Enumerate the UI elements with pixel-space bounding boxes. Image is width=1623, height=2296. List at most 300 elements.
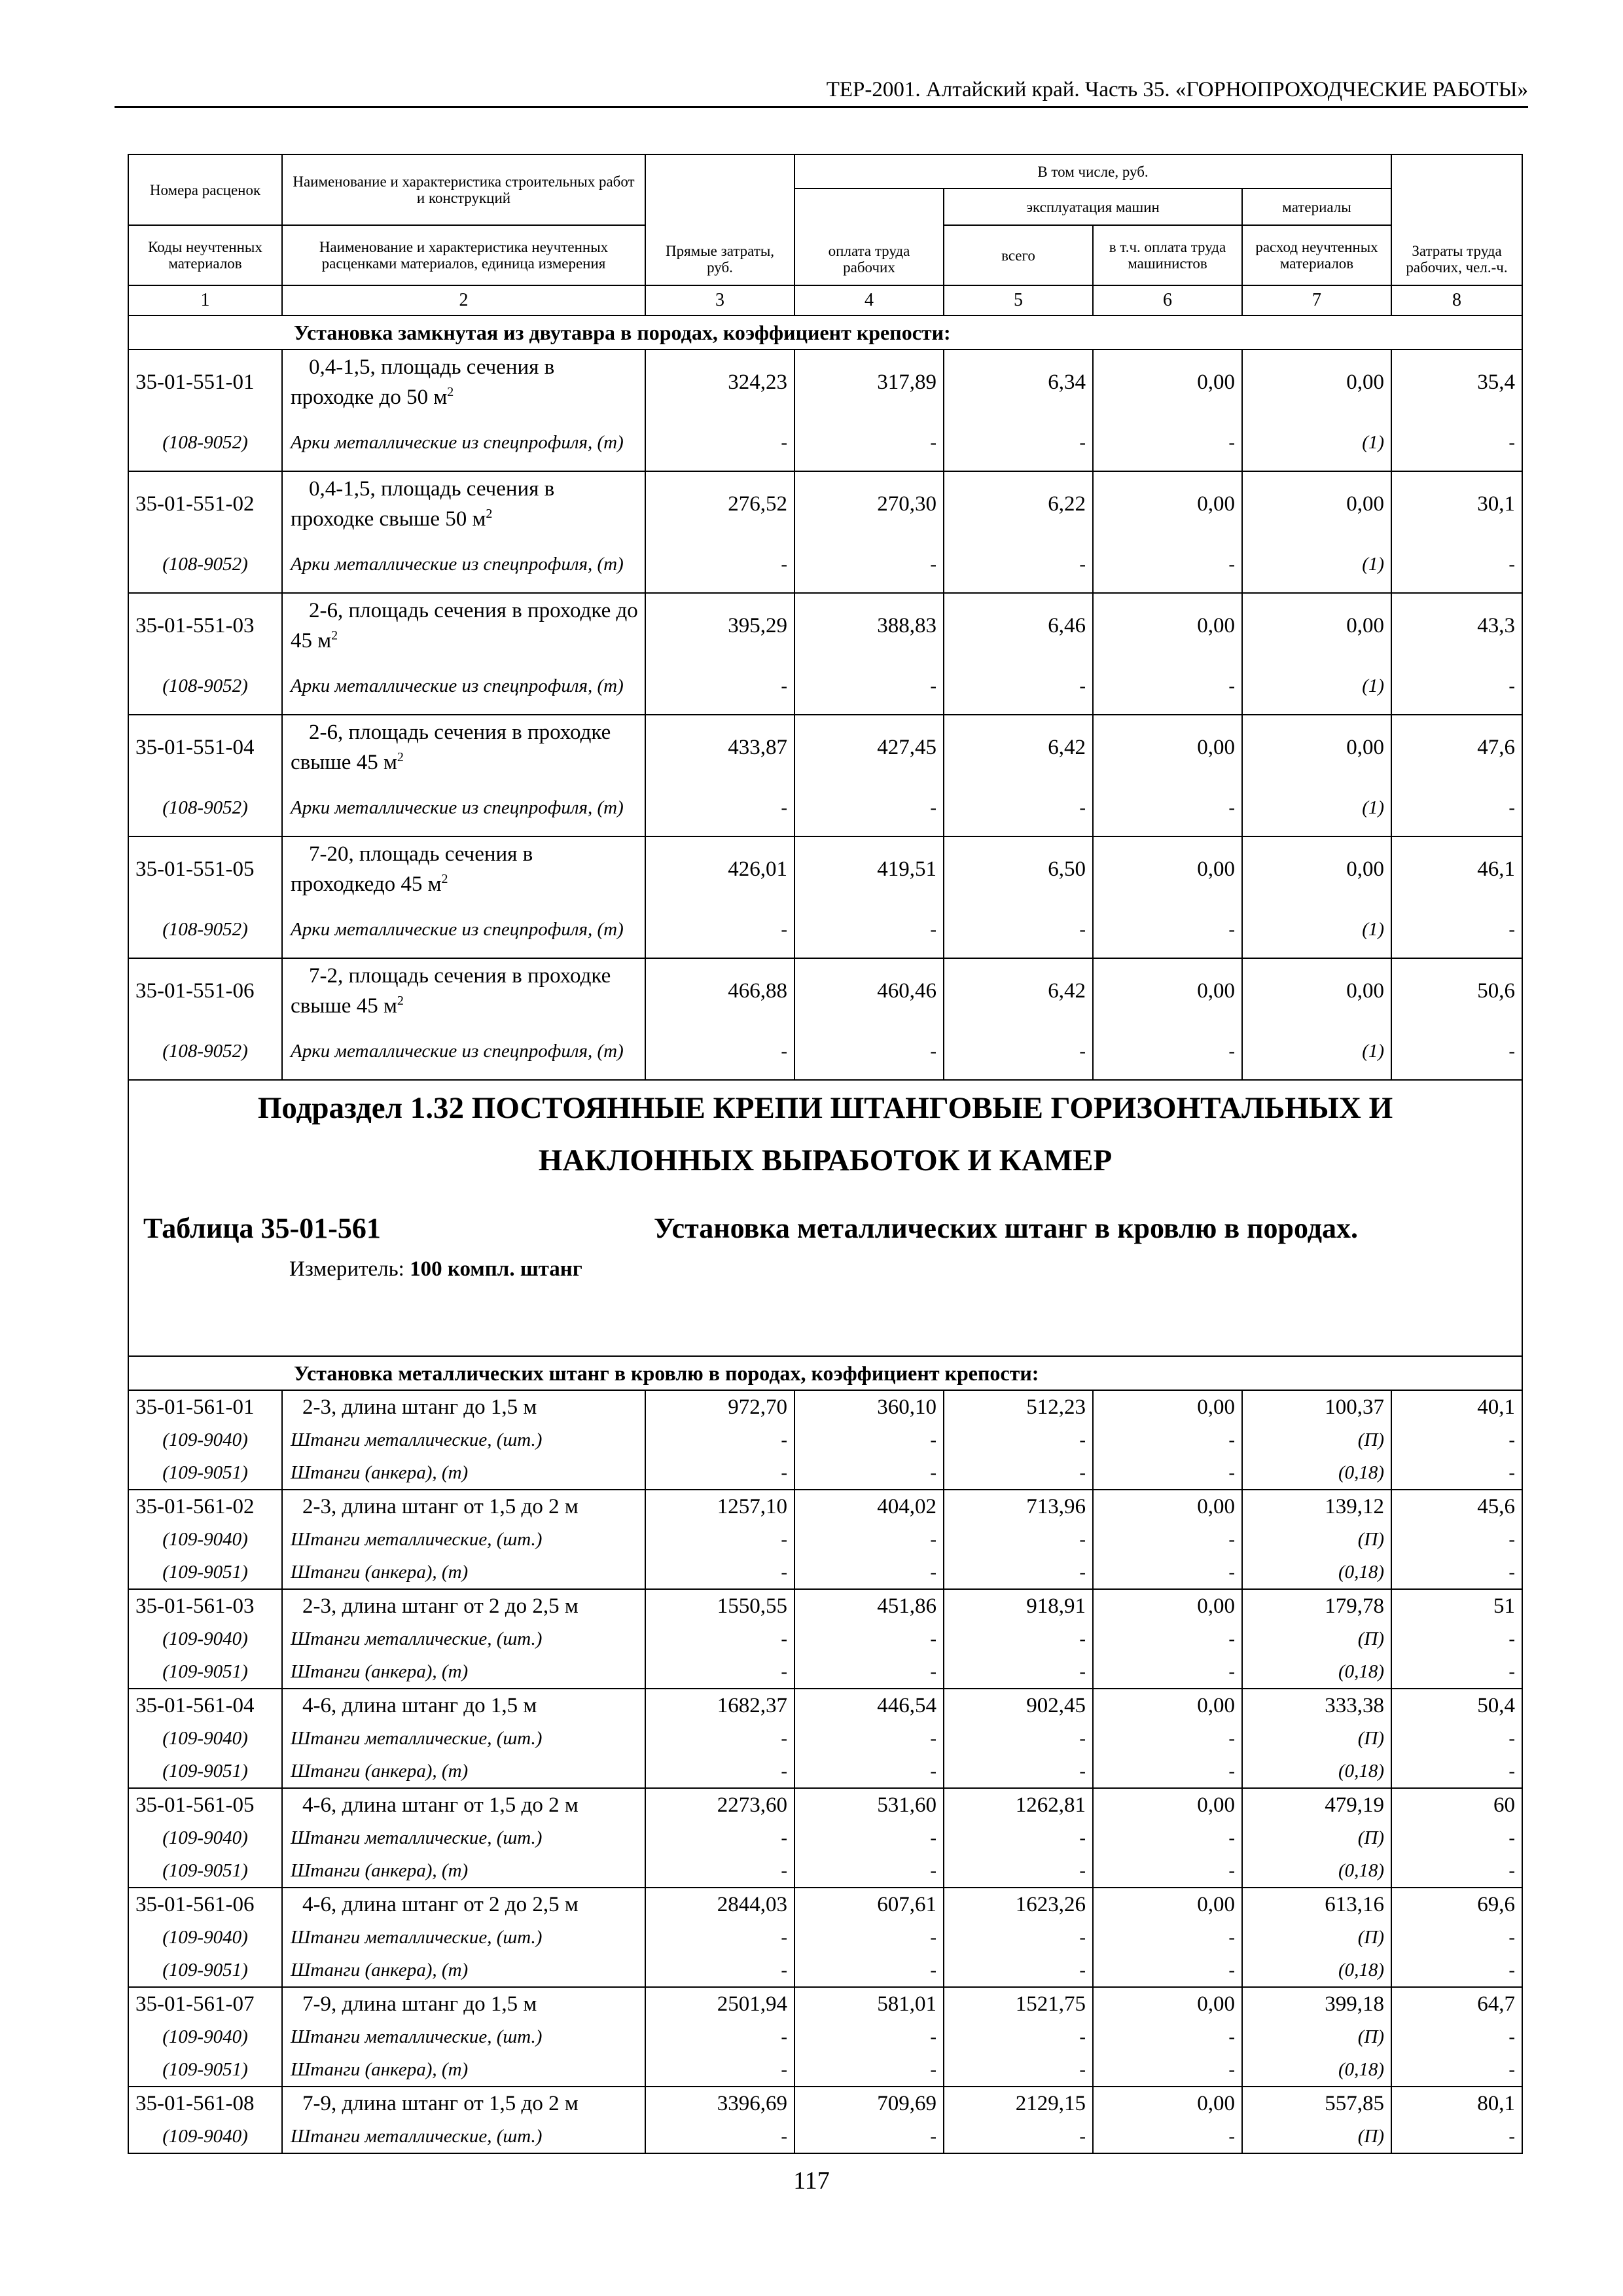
material-value-cell: - [645, 780, 794, 836]
value-cell: 419,51 [794, 836, 944, 901]
material-code: (109-9040) [128, 2120, 282, 2153]
material-value-cell: - [1391, 658, 1522, 715]
value-cell: 60 [1391, 1788, 1522, 1821]
material-code: (109-9051) [128, 1854, 282, 1888]
value-cell: 0,00 [1093, 958, 1242, 1023]
material-value-cell: - [1391, 1954, 1522, 1987]
material-value-cell: - [1391, 2053, 1522, 2087]
value-cell: 6,50 [944, 836, 1093, 901]
column-number: 3 [645, 285, 794, 315]
material-name: Штанги (анкера), (т) [282, 1954, 645, 1987]
material-value-cell: (1) [1242, 780, 1391, 836]
material-code: (108-9052) [128, 658, 282, 715]
value-cell: 45,6 [1391, 1490, 1522, 1523]
material-row [128, 1023, 1522, 1080]
price-table-container [128, 154, 1522, 2154]
price-row [128, 1689, 1522, 1722]
material-name: Арки металлические из спецпрофиля, (т) [282, 780, 645, 836]
material-value-cell: (1) [1242, 1023, 1391, 1080]
material-value-cell: - [794, 2020, 944, 2053]
value-cell: 6,42 [944, 715, 1093, 780]
material-name: Штанги металлические, (шт.) [282, 1424, 645, 1456]
value-cell: 709,69 [794, 2087, 944, 2120]
material-value-cell: - [794, 658, 944, 715]
material-value-cell: - [794, 1556, 944, 1589]
value-cell: 1682,37 [645, 1689, 794, 1722]
material-value-cell: - [645, 1556, 794, 1589]
section1-title-row [128, 315, 1522, 350]
material-code: (109-9040) [128, 1921, 282, 1954]
material-row [128, 1821, 1522, 1854]
subsection-row [128, 1080, 1522, 1356]
price-code: 35-01-551-03 [128, 593, 282, 658]
value-cell: 276,52 [645, 471, 794, 536]
value-cell: 918,91 [944, 1589, 1093, 1623]
value-cell: 404,02 [794, 1490, 944, 1523]
value-cell: 531,60 [794, 1788, 944, 1821]
material-value-cell: - [645, 2020, 794, 2053]
material-name: Арки металлические из спецпрофиля, (т) [282, 658, 645, 715]
superscript-two: 2 [397, 994, 404, 1008]
superscript-two: 2 [486, 507, 493, 521]
price-code: 35-01-561-01 [128, 1390, 282, 1424]
value-cell: 139,12 [1242, 1490, 1391, 1523]
material-row [128, 780, 1522, 836]
price-code: 35-01-561-06 [128, 1888, 282, 1921]
price-code: 35-01-561-05 [128, 1788, 282, 1821]
material-value-cell: - [944, 536, 1093, 593]
value-cell: 512,23 [944, 1390, 1093, 1424]
subsection-title-2: НАКЛОННЫХ ВЫРАБОТОК И КАМЕР [538, 1143, 1113, 1177]
material-value-cell: - [944, 1722, 1093, 1755]
material-name: Штанги (анкера), (т) [282, 1755, 645, 1788]
material-value-cell: - [1093, 1556, 1242, 1589]
material-value-cell: - [1093, 1655, 1242, 1689]
value-cell: 0,00 [1093, 1888, 1242, 1921]
material-value-cell: - [944, 901, 1093, 958]
value-cell: 30,1 [1391, 471, 1522, 536]
work-name: 4-6, длина штанг от 1,5 до 2 м [282, 1788, 645, 1821]
material-value-cell: (0,18) [1242, 1655, 1391, 1689]
section2-title-row [128, 1356, 1522, 1390]
superscript-two: 2 [331, 628, 338, 643]
material-value-cell: (П) [1242, 2120, 1391, 2153]
header-work-name: Наименование и характеристика строительных работ и конструкций [282, 154, 645, 225]
value-cell: 0,00 [1242, 836, 1391, 901]
price-row [128, 836, 1522, 901]
column-number: 2 [282, 285, 645, 315]
price-row [128, 593, 1522, 658]
price-code: 35-01-551-05 [128, 836, 282, 901]
value-cell: 80,1 [1391, 2087, 1522, 2120]
material-value-cell: - [1093, 658, 1242, 715]
material-value-cell: - [645, 414, 794, 471]
material-value-cell: (0,18) [1242, 1954, 1391, 1987]
material-value-cell: (0,18) [1242, 2053, 1391, 2087]
work-name: 2-3, длина штанг от 1,5 до 2 м [282, 1490, 645, 1523]
price-row [128, 1589, 1522, 1623]
material-value-cell: - [1391, 1623, 1522, 1655]
material-value-cell: - [1093, 1424, 1242, 1456]
value-cell: 0,00 [1093, 1987, 1242, 2020]
table-caption [129, 1211, 1522, 1246]
material-value-cell: - [794, 1954, 944, 1987]
table-title: Установка металлических штанг в кровлю в породах. [654, 1212, 1358, 1244]
subsection-cell [128, 1080, 1522, 1356]
section2-title: Установка металлических штанг в кровлю в породах, коэффициент крепости: [282, 1356, 1522, 1390]
value-cell: 0,00 [1242, 958, 1391, 1023]
material-value-cell: - [1093, 2120, 1242, 2153]
material-value-cell: - [794, 780, 944, 836]
material-row [128, 1921, 1522, 1954]
material-value-cell: - [645, 1921, 794, 1954]
material-value-cell: - [1391, 1655, 1522, 1689]
header-worker-wages: оплата труда рабочих [794, 188, 944, 285]
material-name: Штанги металлические, (шт.) [282, 2020, 645, 2053]
material-name: Арки металлические из спецпрофиля, (т) [282, 414, 645, 471]
work-name: 0,4-1,5, площадь сечения в проходке до 50 $м^2$ [282, 350, 645, 414]
material-value-cell: - [944, 1456, 1093, 1490]
material-value-cell: (П) [1242, 1523, 1391, 1556]
material-value-cell: - [1093, 1623, 1242, 1655]
value-cell: 466,88 [645, 958, 794, 1023]
superscript-two: 2 [397, 750, 404, 764]
material-value-cell: - [1093, 2020, 1242, 2053]
work-name: 0,4-1,5, площадь сечения в проходке свыше 50 $м^2$ [282, 471, 645, 536]
price-row [128, 1888, 1522, 1921]
value-cell: 50,4 [1391, 1689, 1522, 1722]
work-name: 7-9, длина штанг до 1,5 м [282, 1987, 645, 2020]
column-number: 8 [1391, 285, 1522, 315]
material-value-cell: (П) [1242, 1921, 1391, 1954]
material-row [128, 414, 1522, 471]
column-number: 7 [1242, 285, 1391, 315]
section1-title: Установка замкнутая из двутавра в породах, коэффициент крепости: [282, 315, 1522, 350]
material-value-cell: - [944, 2053, 1093, 2087]
value-cell: 2501,94 [645, 1987, 794, 2020]
material-code: (109-9051) [128, 1655, 282, 1689]
material-row [128, 1722, 1522, 1755]
value-cell: 0,00 [1242, 715, 1391, 780]
material-value-cell: - [944, 1854, 1093, 1888]
value-cell: 0,00 [1093, 715, 1242, 780]
material-name: Арки металлические из спецпрофиля, (т) [282, 1023, 645, 1080]
material-value-cell: - [645, 1655, 794, 1689]
material-value-cell: (1) [1242, 901, 1391, 958]
material-value-cell: (1) [1242, 658, 1391, 715]
material-value-cell: - [944, 1623, 1093, 1655]
value-cell: 6,42 [944, 958, 1093, 1023]
material-code: (109-9051) [128, 1755, 282, 1788]
material-row [128, 1854, 1522, 1888]
value-cell: 3396,69 [645, 2087, 794, 2120]
material-row [128, 2120, 1522, 2153]
measure-line [129, 1256, 1522, 1282]
material-value-cell: - [944, 1424, 1093, 1456]
material-value-cell: (0,18) [1242, 1556, 1391, 1589]
value-cell: 1623,26 [944, 1888, 1093, 1921]
header-material-codes: Коды неучтенных материалов [128, 225, 282, 285]
value-cell: 6,34 [944, 350, 1093, 414]
material-code: (108-9052) [128, 536, 282, 593]
value-cell: 40,1 [1391, 1390, 1522, 1424]
material-value-cell: - [944, 1755, 1093, 1788]
price-row [128, 1788, 1522, 1821]
material-code: (109-9040) [128, 1821, 282, 1854]
material-code: (109-9051) [128, 2053, 282, 2087]
material-value-cell: - [794, 2120, 944, 2153]
material-value-cell: (1) [1242, 536, 1391, 593]
value-cell: 100,37 [1242, 1390, 1391, 1424]
material-name: Штанги (анкера), (т) [282, 1655, 645, 1689]
value-cell: 1257,10 [645, 1490, 794, 1523]
price-row [128, 1987, 1522, 2020]
work-name: 4-6, длина штанг от 2 до 2,5 м [282, 1888, 645, 1921]
material-value-cell: - [1093, 1523, 1242, 1556]
material-value-cell: - [1093, 414, 1242, 471]
material-value-cell: - [944, 1821, 1093, 1854]
value-cell: 607,61 [794, 1888, 944, 1921]
value-cell: 2129,15 [944, 2087, 1093, 2120]
material-name: Штанги металлические, (шт.) [282, 1722, 645, 1755]
material-value-cell: (П) [1242, 2020, 1391, 2053]
value-cell: 1550,55 [645, 1589, 794, 1623]
material-value-cell: - [794, 536, 944, 593]
material-row [128, 1556, 1522, 1589]
work-name: 7-20, площадь сечения в проходкедо 45 $м^2$ [282, 836, 645, 901]
price-code: 35-01-561-03 [128, 1589, 282, 1623]
value-cell: 0,00 [1093, 2087, 1242, 2120]
value-cell: 0,00 [1093, 1689, 1242, 1722]
section-spacer [128, 315, 282, 350]
material-row [128, 658, 1522, 715]
price-row [128, 715, 1522, 780]
material-value-cell: - [645, 1023, 794, 1080]
material-value-cell: - [1391, 2020, 1522, 2053]
material-value-cell: - [944, 1655, 1093, 1689]
value-cell: 713,96 [944, 1490, 1093, 1523]
material-value-cell: - [645, 536, 794, 593]
price-code: 35-01-551-04 [128, 715, 282, 780]
page-header: ТЕР-2001. Алтайский край. Часть 35. «ГОРНОПРОХОДЧЕСКИЕ РАБОТЫ» [115, 73, 1528, 108]
work-name: 7-2, площадь сечения в проходке свыше 45 $м^2$ [282, 958, 645, 1023]
material-code: (108-9052) [128, 414, 282, 471]
material-value-cell: - [1093, 1954, 1242, 1987]
value-cell: 2273,60 [645, 1788, 794, 1821]
material-value-cell: - [1093, 1023, 1242, 1080]
material-code: (109-9040) [128, 2020, 282, 2053]
column-number: 1 [128, 285, 282, 315]
value-cell: 0,00 [1093, 836, 1242, 901]
price-code: 35-01-551-01 [128, 350, 282, 414]
material-value-cell: - [1391, 2120, 1522, 2153]
work-name: 2-6, площадь сечения в проходке до 45 $м^2$ [282, 593, 645, 658]
material-row [128, 1456, 1522, 1490]
header-machinist-wages: в т.ч. оплата труда машинистов [1093, 225, 1242, 285]
value-cell: 426,01 [645, 836, 794, 901]
material-value-cell: - [794, 1821, 944, 1854]
material-row [128, 2053, 1522, 2087]
material-value-cell: - [794, 1854, 944, 1888]
column-number: 5 [944, 285, 1093, 315]
material-value-cell: (0,18) [1242, 1854, 1391, 1888]
header-material-names: Наименование и характеристика неучтенных расценками материалов, единица измерения [282, 225, 645, 285]
price-row [128, 1390, 1522, 1424]
value-cell: 43,3 [1391, 593, 1522, 658]
material-value-cell: - [794, 1722, 944, 1755]
value-cell: 557,85 [1242, 2087, 1391, 2120]
value-cell: 47,6 [1391, 715, 1522, 780]
value-cell: 0,00 [1093, 471, 1242, 536]
value-cell: 972,70 [645, 1390, 794, 1424]
column-number: 6 [1093, 285, 1242, 315]
material-value-cell: (1) [1242, 414, 1391, 471]
material-value-cell: - [794, 1023, 944, 1080]
work-name: 4-6, длина штанг до 1,5 м [282, 1689, 645, 1722]
value-cell: 324,23 [645, 350, 794, 414]
price-row [128, 350, 1522, 414]
material-value-cell: - [794, 1755, 944, 1788]
value-cell: 388,83 [794, 593, 944, 658]
material-name: Штанги (анкера), (т) [282, 2053, 645, 2087]
material-row [128, 1623, 1522, 1655]
material-value-cell: - [645, 1623, 794, 1655]
price-code: 35-01-561-02 [128, 1490, 282, 1523]
material-value-cell: - [1391, 1921, 1522, 1954]
material-value-cell: - [1093, 1854, 1242, 1888]
material-value-cell: - [794, 1655, 944, 1689]
work-name: 2-3, длина штанг до 1,5 м [282, 1390, 645, 1424]
value-cell: 395,29 [645, 593, 794, 658]
value-cell: 69,6 [1391, 1888, 1522, 1921]
superscript-two: 2 [447, 385, 454, 399]
price-row [128, 958, 1522, 1023]
value-cell: 902,45 [944, 1689, 1093, 1722]
column-numbers-row [128, 285, 1522, 315]
material-value-cell: (0,18) [1242, 1456, 1391, 1490]
value-cell: 0,00 [1093, 350, 1242, 414]
price-code: 35-01-561-08 [128, 2087, 282, 2120]
subsection-title-1: Подраздел 1.32 ПОСТОЯННЫЕ КРЕПИ ШТАНГОВЫЕ ГОРИЗОНТАЛЬНЫХ И [257, 1091, 1393, 1125]
material-value-cell: (0,18) [1242, 1755, 1391, 1788]
material-value-cell: - [645, 1456, 794, 1490]
material-name: Штанги (анкера), (т) [282, 1854, 645, 1888]
material-name: Штанги (анкера), (т) [282, 1556, 645, 1589]
material-name: Арки металлические из спецпрофиля, (т) [282, 901, 645, 958]
value-cell: 6,46 [944, 593, 1093, 658]
table-number: Таблица 35-01-561 [143, 1212, 381, 1244]
material-row [128, 2020, 1522, 2053]
header-including: В том числе, руб. [794, 154, 1391, 188]
material-value-cell: - [794, 2053, 944, 2087]
value-cell: 581,01 [794, 1987, 944, 2020]
material-value-cell: - [1093, 1456, 1242, 1490]
material-value-cell: - [1391, 414, 1522, 471]
material-value-cell: - [645, 1523, 794, 1556]
material-value-cell: - [1093, 1821, 1242, 1854]
material-value-cell: - [1093, 2053, 1242, 2087]
value-cell: 446,54 [794, 1689, 944, 1722]
material-value-cell: - [794, 1424, 944, 1456]
measure-label: Измеритель: [289, 1257, 404, 1281]
price-row [128, 471, 1522, 536]
value-cell: 451,86 [794, 1589, 944, 1623]
material-value-cell: - [645, 1821, 794, 1854]
work-name: 2-3, длина штанг от 2 до 2,5 м [282, 1589, 645, 1623]
value-cell: 360,10 [794, 1390, 944, 1424]
material-code: (109-9051) [128, 1954, 282, 1987]
material-code: (108-9052) [128, 780, 282, 836]
superscript-two: 2 [441, 872, 448, 886]
value-cell: 64,7 [1391, 1987, 1522, 2020]
work-name: 2-6, площадь сечения в проходке свыше 45 $м^2$ [282, 715, 645, 780]
material-value-cell: - [944, 414, 1093, 471]
material-name: Арки металлические из спецпрофиля, (т) [282, 536, 645, 593]
value-cell: 1521,75 [944, 1987, 1093, 2020]
material-value-cell: - [794, 1456, 944, 1490]
value-cell: 0,00 [1093, 1788, 1242, 1821]
material-code: (109-9051) [128, 1556, 282, 1589]
material-value-cell: - [645, 1954, 794, 1987]
value-cell: 0,00 [1093, 1589, 1242, 1623]
material-value-cell: (П) [1242, 1623, 1391, 1655]
material-value-cell: - [1391, 1821, 1522, 1854]
material-value-cell: - [944, 2020, 1093, 2053]
material-code: (109-9040) [128, 1424, 282, 1456]
value-cell: 0,00 [1242, 471, 1391, 536]
value-cell: 270,30 [794, 471, 944, 536]
material-value-cell: - [944, 780, 1093, 836]
material-value-cell: - [1093, 901, 1242, 958]
value-cell: 1262,81 [944, 1788, 1093, 1821]
material-name: Штанги (анкера), (т) [282, 1456, 645, 1490]
material-value-cell: - [944, 1954, 1093, 1987]
material-value-cell: - [794, 901, 944, 958]
material-value-cell: - [645, 2053, 794, 2087]
material-code: (109-9051) [128, 1456, 282, 1490]
material-value-cell: - [645, 1755, 794, 1788]
value-cell: 479,19 [1242, 1788, 1391, 1821]
material-value-cell: - [794, 1921, 944, 1954]
measure-value: 100 компл. штанг [410, 1257, 582, 1281]
material-value-cell: (П) [1242, 1722, 1391, 1755]
price-row [128, 1490, 1522, 1523]
material-row [128, 536, 1522, 593]
value-cell: 2844,03 [645, 1888, 794, 1921]
header-unaccounted-consumption: расход неучтенных материалов [1242, 225, 1391, 285]
material-value-cell: - [645, 1854, 794, 1888]
work-name: 7-9, длина штанг от 1,5 до 2 м [282, 2087, 645, 2120]
section-spacer [128, 1356, 282, 1390]
material-value-cell: - [944, 2120, 1093, 2153]
material-value-cell: - [1391, 1722, 1522, 1755]
value-cell: 46,1 [1391, 836, 1522, 901]
material-value-cell: - [1391, 901, 1522, 958]
material-value-cell: - [1093, 780, 1242, 836]
material-value-cell: - [645, 1722, 794, 1755]
material-value-cell: - [1391, 1424, 1522, 1456]
value-cell: 317,89 [794, 350, 944, 414]
material-row [128, 1424, 1522, 1456]
material-value-cell: - [1391, 1854, 1522, 1888]
material-row [128, 1655, 1522, 1689]
value-cell: 0,00 [1093, 1390, 1242, 1424]
price-table [128, 154, 1523, 2154]
material-value-cell: - [645, 658, 794, 715]
value-cell: 0,00 [1242, 593, 1391, 658]
header-direct-costs: Прямые затраты, руб. [645, 154, 794, 285]
material-name: Штанги металлические, (шт.) [282, 2120, 645, 2153]
